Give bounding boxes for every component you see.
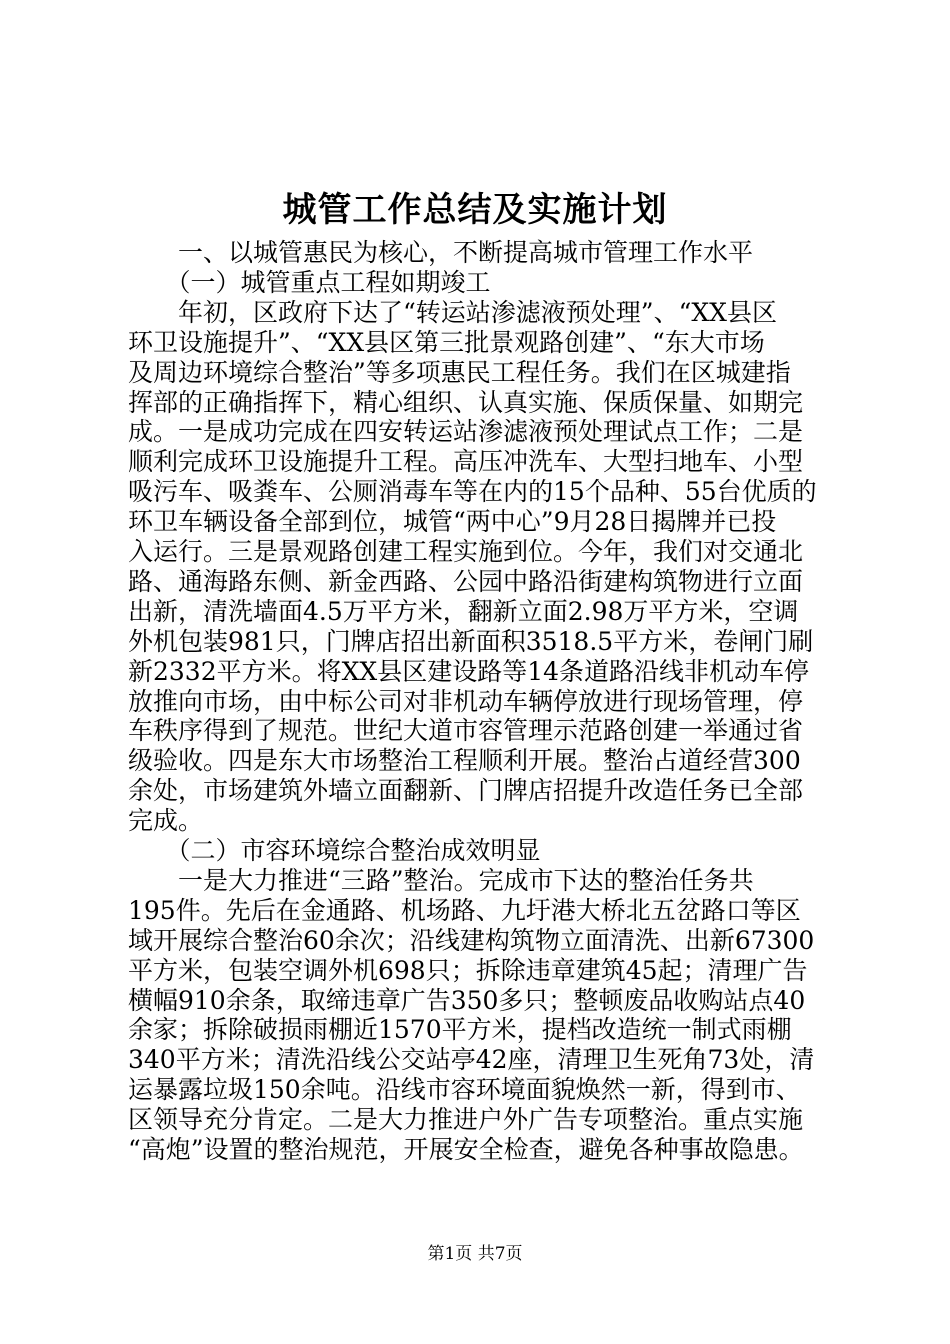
body-text-line: 横幅910余条，取缔违章广告350多只；整顿废品收购站点40: [128, 986, 806, 1015]
body-text-line: 环卫车辆设备全部到位，城管“两中心”9月28日揭牌并已投: [128, 507, 777, 536]
body-text-line: 完成。: [128, 806, 204, 835]
body-text-line: （二）市容环境综合整治成效明显: [128, 836, 541, 865]
body-text-line: 新2332平方米。将XX县区建设路等14条道路沿线非机动车停: [128, 657, 810, 686]
body-text-line: 放推向市场，由中标公司对非机动车辆停放进行现场管理，停: [128, 687, 804, 716]
body-text-line: 入运行。三是景观路创建工程实施到位。今年，我们对交通北: [128, 537, 804, 566]
body-text-line: 顺利完成环卫设施提升工程。高压冲洗车、大型扫地车、小型: [128, 447, 804, 476]
body-text-line: 挥部的正确指挥下，精心组织、认真实施、保质保量、如期完: [128, 388, 804, 417]
body-text-line: 吸污车、吸粪车、公厕消毒车等在内的15个品种、55台优质的: [128, 477, 817, 506]
body-text-line: （一）城管重点工程如期竣工: [128, 268, 491, 297]
body-text-line: 路、通海路东侧、新金西路、公园中路沿街建构筑物进行立面: [128, 567, 804, 596]
body-text-line: “高炮”设置的整治规范，开展安全检查，避免各种事故隐患。: [128, 1135, 804, 1164]
body-text-line: 车秩序得到了规范。世纪大道市容管理示范路创建一举通过省: [128, 716, 804, 745]
body-text-line: 出新，清洗墙面4.5万平方米，翻新立面2.98万平方米，空调: [128, 597, 799, 626]
body-text-line: 余家；拆除破损雨棚近1570平方米，提档改造统一制式雨棚: [128, 1015, 792, 1044]
page-footer: 第1页 共7页: [427, 1244, 523, 1264]
body-text-line: 级验收。四是东大市场整治工程顺利开展。整治占道经营300: [128, 746, 801, 775]
body-text-line: 年初，区政府下达了“转运站渗滤液预处理”、“XX县区: [128, 298, 777, 327]
body-text-line: 成。一是成功完成在四安转运站渗滤液预处理试点工作；二是: [128, 417, 804, 446]
body-text-line: 运暴露垃圾150余吨。沿线市容环境面貌焕然一新，得到市、: [128, 1075, 801, 1104]
body-text-line: 环卫设施提升”、“XX县区第三批景观路创建”、“东大市场: [128, 328, 765, 357]
body-text-line: 平方米，包装空调外机698只；拆除违章建筑45起；清理广告: [128, 956, 808, 985]
document-title: 城管工作总结及实施计划: [282, 190, 668, 230]
body-text-line: 340平方米；清洗沿线公交站亭42座，清理卫生死角73处，清: [128, 1045, 815, 1074]
body-text-line: 一、以城管惠民为核心，不断提高城市管理工作水平: [128, 238, 754, 267]
body-text-line: 余处，市场建筑外墙立面翻新、门牌店招提升改造任务已全部: [128, 776, 804, 805]
body-text-line: 区领导充分肯定。二是大力推进户外广告专项整治。重点实施: [128, 1105, 804, 1134]
body-text-line: 外机包装981只，门牌店招出新面积3518.5平方米，卷闸门刷: [128, 627, 814, 656]
body-text-line: 及周边环境综合整治”等多项惠民工程任务。我们在区城建指: [128, 358, 791, 387]
body-text-line: 域开展综合整治60余次；沿线建构筑物立面清洗、出新67300: [128, 926, 815, 955]
body-text-line: 一是大力推进“三路”整治。完成市下达的整治任务共: [128, 866, 754, 895]
body-text-line: 195件。先后在金通路、机场路、九圩港大桥北五岔路口等区: [128, 896, 801, 925]
